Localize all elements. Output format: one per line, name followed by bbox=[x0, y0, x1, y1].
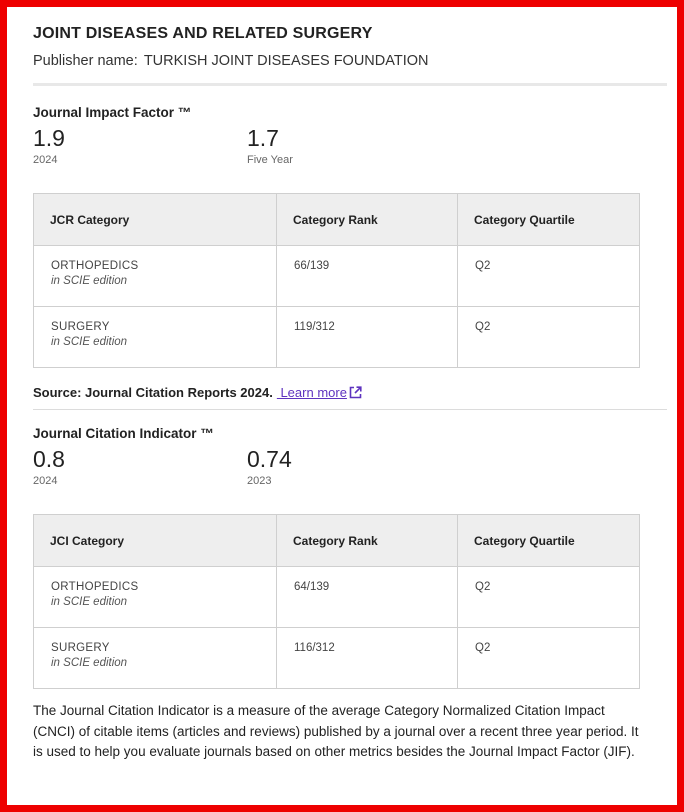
table-header-row bbox=[34, 194, 640, 246]
category-quartile: Q2 bbox=[458, 628, 640, 689]
jci-value: 0.8 bbox=[33, 446, 65, 472]
section-divider bbox=[33, 83, 667, 86]
table-row bbox=[34, 628, 640, 689]
source-line bbox=[33, 385, 667, 402]
category-rank: 119/312 bbox=[277, 307, 458, 368]
table-row bbox=[34, 246, 640, 307]
category-edition: in SCIE edition bbox=[51, 275, 128, 287]
jif-section-title: Journal Impact Factor ™ bbox=[33, 105, 192, 120]
category-rank: 116/312 bbox=[277, 628, 458, 689]
column-header: JCI Category bbox=[34, 515, 277, 567]
category-edition: in SCIE edition bbox=[51, 336, 128, 348]
category-edition: in SCIE edition bbox=[51, 596, 128, 608]
category-cell bbox=[34, 246, 277, 307]
jif-value: 1.9 bbox=[33, 125, 65, 151]
category-cell bbox=[34, 567, 277, 628]
jci-prev-value: 0.74 bbox=[247, 446, 292, 472]
jif-five-year-value: 1.7 bbox=[247, 125, 279, 151]
column-header: Category Rank bbox=[277, 194, 458, 246]
category-name: ORTHOPEDICS bbox=[51, 260, 139, 272]
jif-metrics bbox=[33, 125, 667, 175]
column-header: Category Quartile bbox=[458, 194, 640, 246]
jci-description: The Journal Citation Indicator is a measure of the average Category Normalized Citation Impact (CNCI) of citable items (articles and reviews) published by a journal over a recent three year period. It is used to help you evaluate journals based on other metrics besides the Journal Impact Factor (JIF). bbox=[33, 703, 639, 759]
jif-metric-five-year bbox=[247, 125, 293, 166]
source-text: Source: Journal Citation Reports 2024. bbox=[33, 385, 273, 400]
category-cell bbox=[34, 628, 277, 689]
jci-section-title: Journal Citation Indicator ™ bbox=[33, 426, 214, 441]
table-row bbox=[34, 307, 640, 368]
jci-metric-2024 bbox=[33, 446, 65, 487]
table-header-row bbox=[34, 515, 640, 567]
learn-more-link[interactable] bbox=[277, 385, 362, 400]
journal-card bbox=[33, 25, 667, 763]
category-name: ORTHOPEDICS bbox=[51, 581, 139, 593]
jci-metrics bbox=[33, 446, 667, 496]
column-header: Category Rank bbox=[277, 515, 458, 567]
publisher-value: TURKISH JOINT DISEASES FOUNDATION bbox=[143, 53, 429, 69]
external-link-icon bbox=[349, 386, 362, 402]
category-quartile: Q2 bbox=[458, 307, 640, 368]
column-header: JCR Category bbox=[34, 194, 277, 246]
column-header: Category Quartile bbox=[458, 515, 640, 567]
jif-five-year-label: Five Year bbox=[247, 154, 293, 166]
table-row bbox=[34, 567, 640, 628]
category-edition: in SCIE edition bbox=[51, 657, 128, 669]
category-quartile: Q2 bbox=[458, 567, 640, 628]
category-cell bbox=[34, 307, 277, 368]
publisher-label: Publisher name: bbox=[33, 53, 138, 69]
category-name: SURGERY bbox=[51, 642, 110, 654]
section-divider bbox=[33, 409, 667, 410]
jci-year-label: 2024 bbox=[33, 475, 58, 487]
jif-year-label: 2024 bbox=[33, 154, 58, 166]
category-quartile: Q2 bbox=[458, 246, 640, 307]
jci-metric-2023 bbox=[247, 446, 292, 487]
jif-metric-2024 bbox=[33, 125, 65, 166]
category-name: SURGERY bbox=[51, 321, 110, 333]
jci-category-table bbox=[33, 514, 640, 689]
journal-title: JOINT DISEASES AND RELATED SURGERY bbox=[33, 25, 373, 42]
publisher-line bbox=[33, 53, 667, 69]
learn-more-label: Learn more bbox=[276, 385, 347, 400]
jcr-category-table bbox=[33, 193, 640, 368]
category-rank: 66/139 bbox=[277, 246, 458, 307]
jci-prev-year-label: 2023 bbox=[247, 475, 272, 487]
category-rank: 64/139 bbox=[277, 567, 458, 628]
